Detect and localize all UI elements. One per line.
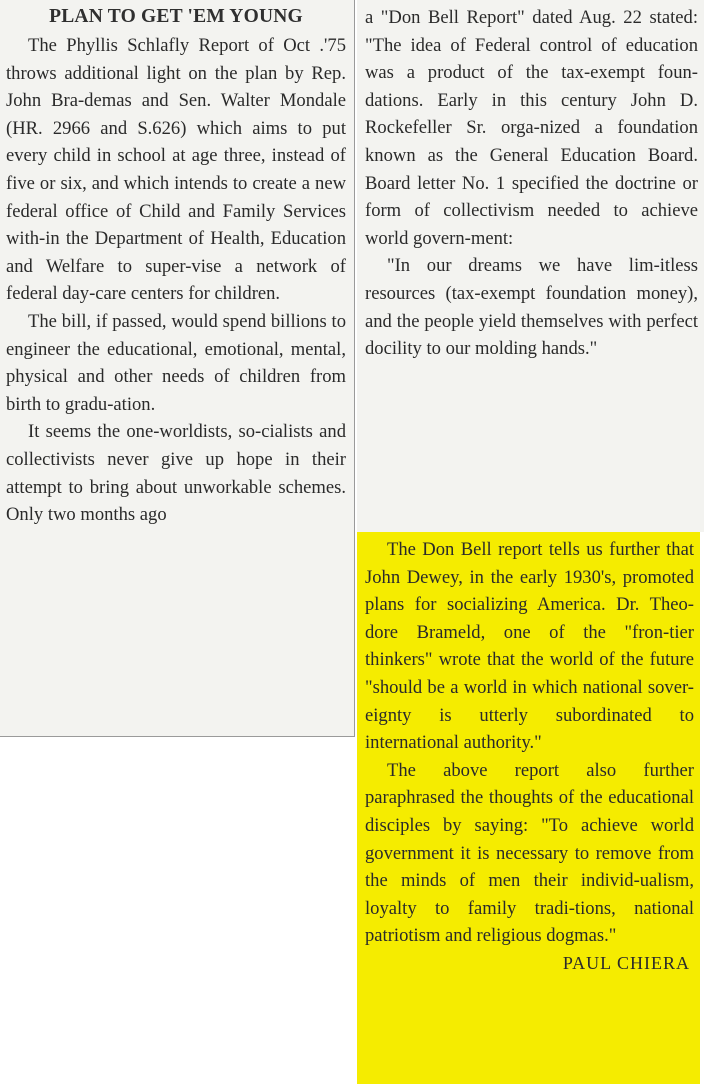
- paragraph-4: a "Don Bell Report" dated Aug. 22 stated: "The idea of Federal control of education was a product of the tax-exempt foun-dations. Early in this century John D. Rockefeller Sr. orga-nized a foundation known as the General Education Board. Board letter No. 1 specified the doctrine or form of collectivism needed to achieve world govern-ment:: [365, 7, 698, 249]
- left-column: [0, 0, 355, 737]
- paragraph-1: The Phyllis Schlafly Report of Oct .'75 throws additional light on the plan by Rep. John Bra-demas and Sen. Walter Mondale (HR. 2966 and S.626) which aims to put every child in school at age three, instead of five or six, and which intends to create a new federal office of Child and Family Services with-in the Department of Health, Education and Welfare to super-vise a network of federal day-care centers for children.: [6, 35, 346, 305]
- paragraph-2: The bill, if passed, would spend billions to engineer the educational, emotional, mental, physical and other needs of children from birth to gradu-ation.: [6, 310, 346, 415]
- highlighted-section: [357, 532, 700, 1084]
- right-column-top: [357, 0, 704, 532]
- paragraph-3: It seems the one-worldists, so-cialists and collectivists never give up hope in their attempt to bring about unworkable schemes. Only two months ago: [6, 421, 346, 526]
- blank-area: [0, 738, 355, 1092]
- paragraph-6: The Don Bell report tells us further that John Dewey, in the early 1930's, promoted plans for socializing America. Dr. Theo-dore Brameld, one of the "fron-tier thinkers" wrote that the world of the future "should be a world in which national sover-eignty is utterly subordinated to international authority.": [365, 539, 694, 754]
- paragraph-5: "In our dreams we have lim-itless resources (tax-exempt foundation money), and the people yield themselves with perfect docility to our molding hands.": [365, 255, 698, 360]
- headline: PLAN TO GET 'EM YOUNG: [49, 6, 303, 27]
- paragraph-7: The above report also further paraphrased the thoughts of the educational disciples by saying: "To achieve world government it is necessary to remove from the minds of men their individ-ualism, loyalty to family tradi-tions, national patriotism and religious dogmas.": [365, 759, 694, 947]
- signature: PAUL CHIERA: [562, 952, 690, 973]
